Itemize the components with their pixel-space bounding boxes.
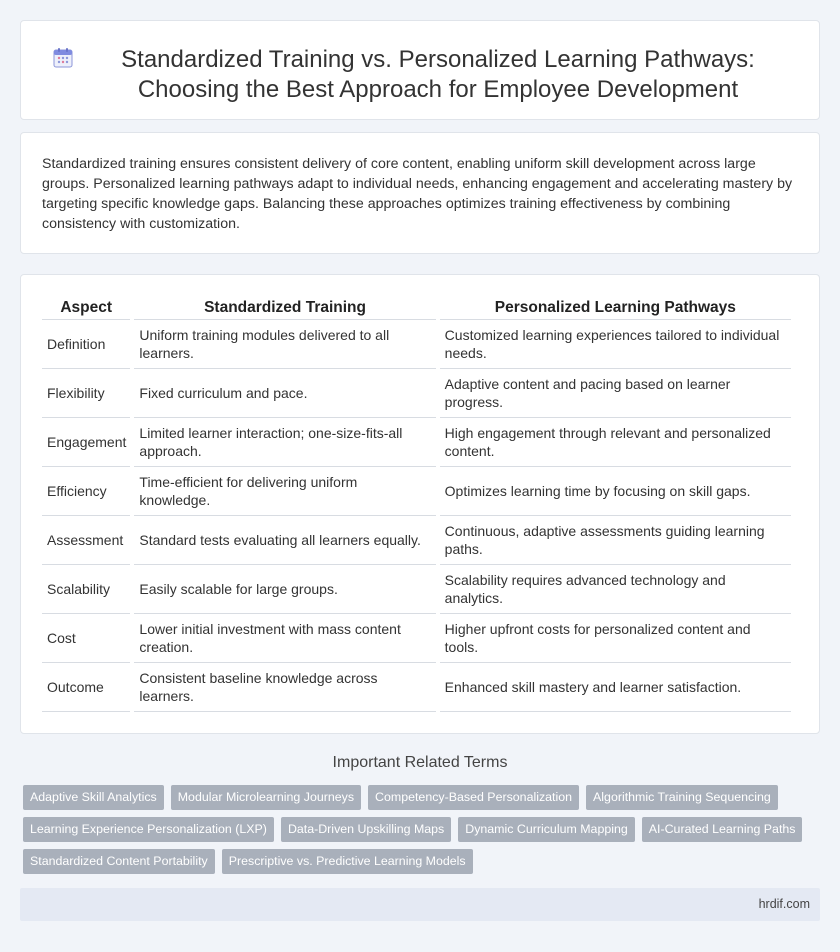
table-row bbox=[42, 663, 791, 712]
comparison-table bbox=[38, 295, 795, 712]
aspect-cell: Assessment bbox=[42, 516, 130, 565]
personalized-cell: Continuous, adaptive assessments guiding learning paths. bbox=[440, 516, 791, 565]
personalized-cell: Higher upfront costs for personalized content and tools. bbox=[440, 614, 791, 663]
standardized-cell: Time-efficient for delivering uniform knowledge. bbox=[134, 467, 435, 516]
aspect-cell: Efficiency bbox=[42, 467, 130, 516]
related-term-tag[interactable]: Competency-Based Personalization bbox=[368, 785, 579, 810]
table-row bbox=[42, 467, 791, 516]
standardized-cell: Fixed curriculum and pace. bbox=[134, 369, 435, 418]
related-term-tag[interactable]: Prescriptive vs. Predictive Learning Models bbox=[222, 849, 473, 874]
intro-paragraph: Standardized training ensures consistent delivery of core content, enabling uniform skill development across large groups. Personalized learning pathways adapt to individual needs, enhancing engagement and accelerating mastery by targeting specific knowledge gaps. Balancing these approaches optimizes training effectiveness by combining consistency with customization. bbox=[42, 156, 793, 232]
standardized-cell: Consistent baseline knowledge across learners. bbox=[134, 663, 435, 712]
table-header-row bbox=[42, 295, 791, 320]
related-terms-list bbox=[23, 785, 823, 874]
table-row bbox=[42, 516, 791, 565]
related-term-tag[interactable]: Learning Experience Personalization (LXP) bbox=[23, 817, 274, 842]
header-aspect: Aspect bbox=[42, 295, 130, 320]
personalized-cell: Adaptive content and pacing based on learner progress. bbox=[440, 369, 791, 418]
standardized-cell: Uniform training modules delivered to all learners. bbox=[134, 320, 435, 369]
comparison-table-card bbox=[20, 274, 820, 734]
calendar-icon bbox=[52, 47, 74, 69]
standardized-cell: Standard tests evaluating all learners equally. bbox=[134, 516, 435, 565]
table-row bbox=[42, 320, 791, 369]
footer bbox=[20, 888, 820, 921]
standardized-cell: Lower initial investment with mass content creation. bbox=[134, 614, 435, 663]
table-row bbox=[42, 418, 791, 467]
aspect-cell: Cost bbox=[42, 614, 130, 663]
intro-card bbox=[20, 132, 820, 254]
related-term-tag[interactable]: AI-Curated Learning Paths bbox=[642, 817, 803, 842]
related-terms-heading: Important Related Terms bbox=[332, 754, 508, 771]
personalized-cell: Optimizes learning time by focusing on skill gaps. bbox=[440, 467, 791, 516]
header-personalized: Personalized Learning Pathways bbox=[440, 295, 791, 320]
personalized-cell: Customized learning experiences tailored to individual needs. bbox=[440, 320, 791, 369]
table-row bbox=[42, 614, 791, 663]
personalized-cell: Enhanced skill mastery and learner satisfaction. bbox=[440, 663, 791, 712]
personalized-cell: High engagement through relevant and personalized content. bbox=[440, 418, 791, 467]
aspect-cell: Flexibility bbox=[42, 369, 130, 418]
table-row bbox=[42, 565, 791, 614]
related-term-tag[interactable]: Algorithmic Training Sequencing bbox=[586, 785, 778, 810]
header-standardized: Standardized Training bbox=[134, 295, 435, 320]
standardized-cell: Limited learner interaction; one-size-fits-all approach. bbox=[134, 418, 435, 467]
personalized-cell: Scalability requires advanced technology and analytics. bbox=[440, 565, 791, 614]
aspect-cell: Outcome bbox=[42, 663, 130, 712]
footer-site-link[interactable]: hrdif.com bbox=[758, 897, 810, 911]
table-row bbox=[42, 369, 791, 418]
related-term-tag[interactable]: Dynamic Curriculum Mapping bbox=[458, 817, 635, 842]
aspect-cell: Definition bbox=[42, 320, 130, 369]
related-term-tag[interactable]: Data-Driven Upskilling Maps bbox=[281, 817, 451, 842]
page-title: Standardized Training vs. Personalized Learning Pathways: Choosing the Best Approach for Employee Development bbox=[121, 46, 755, 103]
title-card bbox=[20, 20, 820, 120]
related-term-tag[interactable]: Modular Microlearning Journeys bbox=[171, 785, 361, 810]
aspect-cell: Engagement bbox=[42, 418, 130, 467]
standardized-cell: Easily scalable for large groups. bbox=[134, 565, 435, 614]
aspect-cell: Scalability bbox=[42, 565, 130, 614]
related-term-tag[interactable]: Adaptive Skill Analytics bbox=[23, 785, 164, 810]
related-term-tag[interactable]: Standardized Content Portability bbox=[23, 849, 215, 874]
